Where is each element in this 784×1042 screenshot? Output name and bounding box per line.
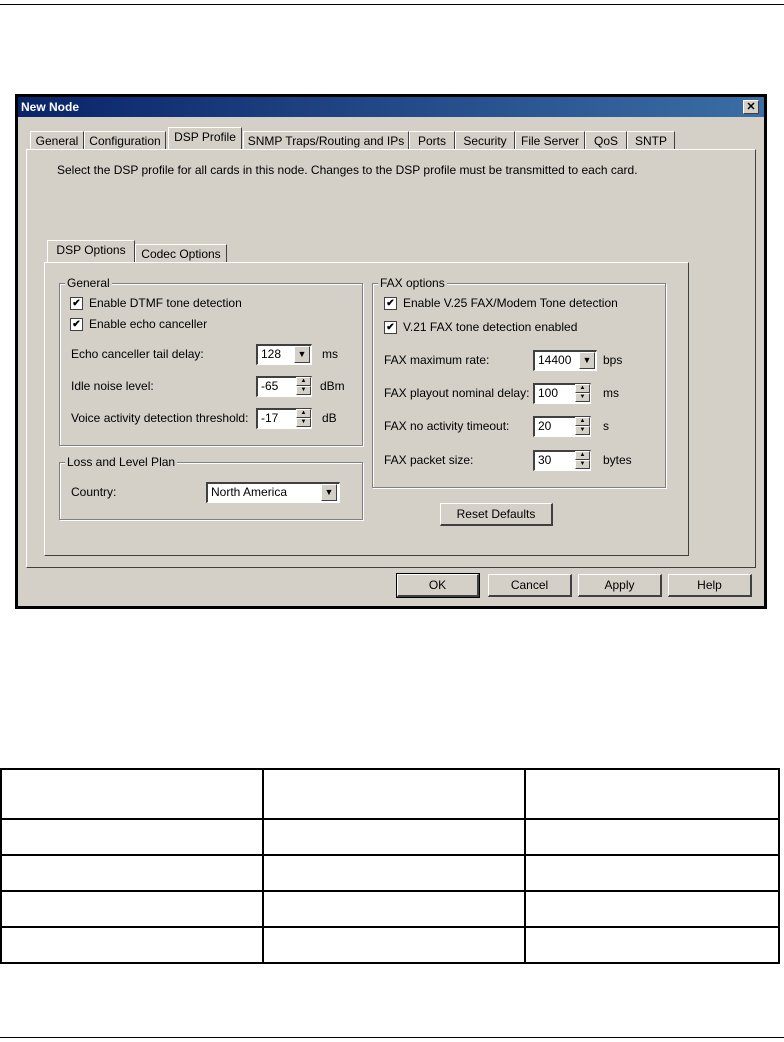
fax-max-rate-label: FAX maximum rate: — [384, 353, 490, 367]
apply-button[interactable]: Apply — [578, 574, 662, 597]
fax-packet-unit: bytes — [603, 453, 632, 467]
help-button[interactable]: Help — [668, 574, 752, 597]
table-row — [1, 819, 779, 855]
fax-no-activity-field[interactable]: 20 — [533, 416, 591, 437]
idle-noise-field[interactable]: -65 — [256, 376, 312, 397]
tab-ports[interactable]: Ports — [409, 131, 455, 149]
table-cell — [1, 769, 263, 819]
close-icon[interactable]: ✕ — [743, 100, 759, 114]
table-cell — [525, 769, 779, 819]
v21-label: V.21 FAX tone detection enabled — [403, 320, 578, 334]
tab-general[interactable]: General — [30, 131, 84, 149]
fax-playout-label: FAX playout nominal delay: — [384, 386, 530, 400]
reset-defaults-button[interactable]: Reset Defaults — [440, 503, 553, 526]
fax-playout-stepper[interactable] — [575, 384, 590, 403]
dsp-description: Select the DSP profile for all cards in this node. Changes to the DSP profile must be transmitted to each card. — [57, 163, 638, 177]
echo-canceller-checkbox[interactable]: ✔ — [70, 318, 83, 331]
fax-no-activity-stepper[interactable] — [575, 417, 590, 436]
tail-delay-unit: ms — [322, 347, 338, 361]
spin-down-icon[interactable]: ▼ — [296, 418, 311, 427]
title-bar — [18, 97, 764, 117]
tab-security[interactable]: Security — [455, 131, 515, 149]
new-node-dialog — [15, 94, 767, 609]
tab-dsp-profile[interactable]: DSP Profile — [168, 127, 242, 149]
table-cell — [263, 891, 525, 927]
vad-stepper[interactable] — [296, 409, 311, 428]
ok-button[interactable]: OK — [397, 574, 479, 597]
fax-packet-label: FAX packet size: — [384, 453, 474, 467]
table-cell — [525, 819, 779, 855]
table-cell — [263, 769, 525, 819]
dialog-title: New Node — [21, 100, 80, 114]
table-cell — [1, 927, 263, 963]
table-cell — [263, 855, 525, 891]
chevron-down-icon[interactable]: ▼ — [321, 484, 337, 501]
fax-no-activity-label: FAX no activity timeout: — [384, 419, 510, 433]
vad-field[interactable]: -17 — [256, 408, 312, 429]
table-row — [1, 855, 779, 891]
spin-down-icon[interactable]: ▼ — [296, 386, 311, 395]
tail-delay-select[interactable]: 128 — [256, 344, 312, 365]
table-row — [1, 769, 779, 819]
echo-canceller-label: Enable echo canceller — [89, 317, 208, 331]
table-cell — [263, 819, 525, 855]
loss-plan-group-label: Loss and Level Plan — [67, 455, 176, 469]
subtab-codec-options[interactable]: Codec Options — [135, 244, 227, 262]
fax-playout-unit: ms — [603, 386, 619, 400]
table-cell — [1, 819, 263, 855]
spin-down-icon[interactable]: ▼ — [575, 460, 590, 469]
v25-checkbox[interactable]: ✔ — [384, 297, 397, 310]
table-cell — [1, 855, 263, 891]
spin-down-icon[interactable]: ▼ — [575, 426, 590, 435]
table-cell — [263, 927, 525, 963]
table-cell — [525, 927, 779, 963]
tab-file-server[interactable]: File Server — [515, 131, 585, 149]
chevron-down-icon[interactable]: ▼ — [579, 352, 595, 369]
top-rule — [0, 4, 784, 5]
fax-no-activity-unit: s — [603, 419, 609, 433]
country-select[interactable]: North America — [206, 482, 340, 503]
tab-sntp[interactable]: SNTP — [627, 131, 675, 149]
dsp-profile-panel — [26, 149, 756, 568]
table-row — [1, 927, 779, 963]
tab-qos[interactable]: QoS — [585, 131, 627, 149]
fax-max-rate-unit: bps — [603, 353, 623, 367]
general-group-label: General — [67, 276, 110, 290]
fax-packet-stepper[interactable] — [575, 451, 590, 470]
fax-max-rate-select[interactable]: 14400 — [533, 350, 597, 371]
table-cell — [525, 855, 779, 891]
vad-label: Voice activity detection threshold: — [71, 411, 249, 425]
dsp-options-panel — [44, 262, 689, 556]
fax-playout-field[interactable]: 100 — [533, 383, 591, 404]
vad-unit: dB — [322, 411, 337, 425]
chevron-down-icon[interactable]: ▼ — [294, 346, 310, 363]
spin-up-icon[interactable]: ▲ — [296, 377, 311, 386]
spin-down-icon[interactable]: ▼ — [575, 393, 590, 402]
bottom-rule — [0, 1037, 784, 1038]
country-label: Country: — [71, 485, 117, 499]
tab-snmp-traps[interactable]: SNMP Traps/Routing and IPs — [243, 131, 409, 149]
document-table — [0, 768, 780, 964]
v21-checkbox[interactable]: ✔ — [384, 321, 397, 334]
tab-configuration[interactable]: Configuration — [84, 131, 166, 149]
spin-up-icon[interactable]: ▲ — [575, 417, 590, 426]
tail-delay-label: Echo canceller tail delay: — [71, 347, 204, 361]
table-row — [1, 891, 779, 927]
fax-options-group-label: FAX options — [380, 276, 445, 290]
spin-up-icon[interactable]: ▲ — [296, 409, 311, 418]
spin-up-icon[interactable]: ▲ — [575, 451, 590, 460]
dtmf-label: Enable DTMF tone detection — [89, 296, 242, 310]
subtab-dsp-options[interactable]: DSP Options — [47, 240, 135, 262]
idle-noise-stepper[interactable] — [296, 377, 311, 396]
table-cell — [1, 891, 263, 927]
idle-noise-unit: dBm — [320, 379, 345, 393]
spin-up-icon[interactable]: ▲ — [575, 384, 590, 393]
dtmf-checkbox[interactable]: ✔ — [70, 297, 83, 310]
idle-noise-label: Idle noise level: — [71, 379, 154, 393]
table-cell — [525, 891, 779, 927]
fax-packet-field[interactable]: 30 — [533, 450, 591, 471]
cancel-button[interactable]: Cancel — [488, 574, 572, 597]
v25-label: Enable V.25 FAX/Modem Tone detection — [403, 296, 618, 310]
